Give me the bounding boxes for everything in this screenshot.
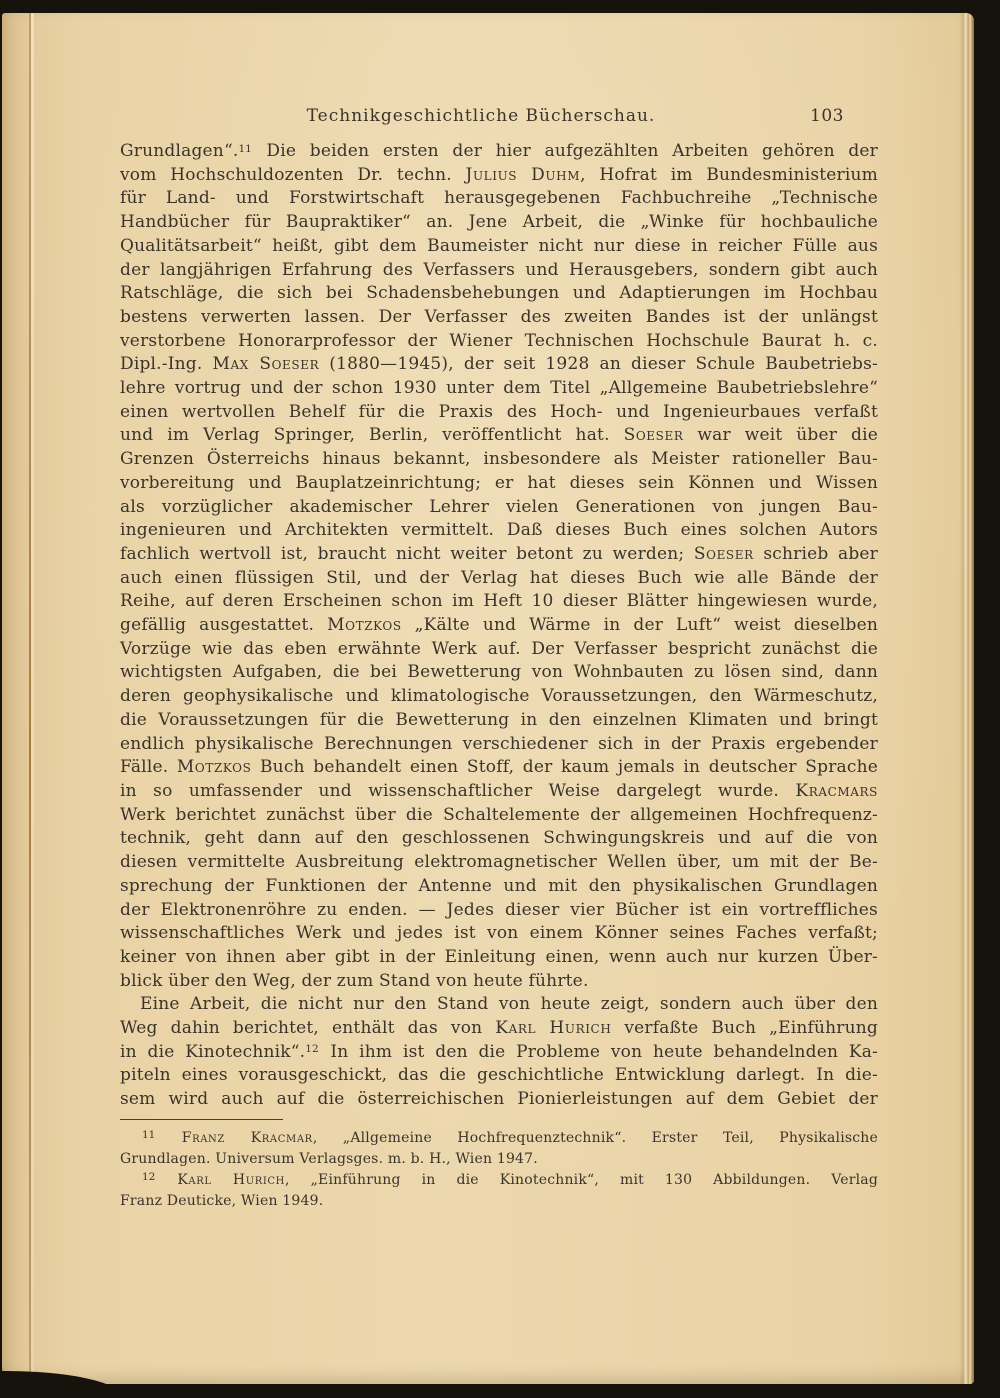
text-line: der langjährigen Erfahrung des Verfassers und Herausgebers, sondern gibt auch xyxy=(120,259,878,280)
page-curl-shadow xyxy=(0,1369,124,1398)
footnote-line: $^{11}$ Franz Kracmar, „Allgemeine Hochfrequenztechnik“. Erster Teil, Physikalische xyxy=(142,1128,879,1147)
text-line: vom Hochschuldozenten Dr. techn. Julius Duhm, Hofrat im Bundesministerium xyxy=(120,164,878,185)
text-line: vorbereitung und Bauplatzeinrichtung; er hat dieses sein Können und Wissen xyxy=(120,472,878,493)
text-line: diesen vermittelte Ausbreitung elektromagnetischer Wellen über, um mit der Be- xyxy=(120,852,878,873)
text-line: Ratschläge, die sich bei Schadensbehebungen und Adaptierungen im Hochbau xyxy=(120,283,878,304)
text-line: wichtigsten Aufgaben, die bei Bewetterung von Wohnbauten zu lösen sind, dann xyxy=(120,662,878,683)
running-header xyxy=(120,103,878,129)
text-line: Handbücher für Baupraktiker“ an. Jene Arbeit, die „Winke für hochbauliche xyxy=(120,212,878,233)
text-line: Qualitätsarbeit“ heißt, gibt dem Baumeister nicht nur diese in reicher Fülle aus xyxy=(120,235,878,256)
text-line: und im Verlag Springer, Berlin, veröffentlicht hat. Soeser war weit über die xyxy=(120,425,878,446)
text-line: lehre vortrug und der schon 1930 unter dem Titel „Allgemeine Baubetriebslehre“ xyxy=(120,378,878,399)
text-line: fachlich wertvoll ist, braucht nicht weiter betont zu werden; Soeser schrieb aber xyxy=(120,543,879,564)
text-line: in so umfassender und wissenschaftlicher Weise dargelegt wurde. Kracmars xyxy=(120,780,878,801)
text-line: in die Kinotechnik“.$^{12}$ In ihm ist den die Probleme von heute behandelnden Ka- xyxy=(120,1041,878,1062)
footnote-line: Grundlagen. Universum Verlagsges. m. b. H., Wien 1947. xyxy=(120,1151,538,1168)
book-page xyxy=(2,13,974,1384)
text-line: technik, geht dann auf den geschlossenen Schwingungskreis und auf die von xyxy=(120,828,878,849)
text-line: piteln eines vorausgeschickt, das die geschichtliche Entwicklung darlegt. In die- xyxy=(120,1065,878,1086)
text-line: sem wird auch auf die österreichischen Pionierleistungen auf dem Gebiet der xyxy=(120,1089,878,1110)
text-line: Weg dahin berichtet, enthält das von Karl Hurich verfaßte Buch „Einführung xyxy=(120,1018,878,1039)
text-line: als vorzüglicher akademischer Lehrer vielen Generationen von jungen Bau- xyxy=(120,496,878,517)
page-number: 103 xyxy=(810,106,844,126)
text-line: Reihe, auf deren Erscheinen schon im Heft 10 dieser Blätter hingewiesen wurde, xyxy=(120,591,878,612)
text-line: bestens verwerten lassen. Der Verfasser des zweiten Bandes ist der unlängst xyxy=(120,306,878,327)
text-line: die Voraussetzungen für die Bewetterung in den einzelnen Klimaten und bringt xyxy=(120,709,878,730)
body-text xyxy=(120,140,878,1112)
footnote-rule xyxy=(120,1119,283,1121)
footnotes xyxy=(120,1128,878,1212)
text-line: endlich physikalische Berechnungen verschiedener sich in der Praxis ergebender xyxy=(120,733,878,754)
running-header-title: Technikgeschichtliche Bücherschau. xyxy=(306,106,656,126)
text-line: Grundlagen“.$^{11}$ Die beiden ersten der hier aufgezählten Arbeiten gehören der xyxy=(120,141,878,161)
text-line: Fälle. Motzkos Buch behandelt einen Stoff, der kaum jemals in deutscher Sprache xyxy=(120,757,878,778)
text-line: ingenieuren und Architekten vermittelt. Daß dieses Buch eines solchen Autors xyxy=(120,520,878,541)
footnote-line: $^{12}$ Karl Hurich, „Einführung in die Kinotechnik“, mit 130 Abbildungen. Verlag xyxy=(142,1170,879,1189)
footnote-line: Franz Deuticke, Wien 1949. xyxy=(120,1193,324,1210)
binding-crease-highlight xyxy=(31,13,34,1384)
text-line: verstorbene Honorarprofessor der Wiener Technischen Hochschule Baurat h. c. xyxy=(120,330,878,351)
text-line: Werk berichtet zunächst über die Schaltelemente der allgemeinen Hochfrequenz- xyxy=(120,804,878,825)
text-line: für Land- und Forstwirtschaft herausgegebenen Fachbuchreihe „Technische xyxy=(120,188,878,209)
text-line: keiner von ihnen aber gibt in der Einleitung einen, wenn auch nur kurzen Über- xyxy=(120,946,878,967)
text-line: deren geophysikalische und klimatologische Voraussetzungen, den Wärmeschutz, xyxy=(120,686,878,707)
text-line: der Elektronenröhre zu enden. — Jedes dieser vier Bücher ist ein vortreffliches xyxy=(120,899,878,920)
text-line: Vorzüge wie das eben erwähnte Werk auf. Der Verfasser bespricht zunächst die xyxy=(120,638,878,659)
text-line: blick über den Weg, der zum Stand von heute führte. xyxy=(120,970,589,991)
text-line: gefällig ausgestattet. Motzkos „Kälte und Wärme in der Luft“ weist dieselben xyxy=(120,615,878,636)
text-line: Eine Arbeit, die nicht nur den Stand von heute zeigt, sondern auch über den xyxy=(140,994,878,1015)
text-line: einen wertvollen Behelf für die Praxis des Hoch- und Ingenieurbaues verfaßt xyxy=(120,401,878,422)
stacked-page-edges xyxy=(959,13,974,1384)
text-line: Grenzen Österreichs hinaus bekannt, insbesondere als Meister rationeller Bau- xyxy=(120,449,878,470)
text-line: sprechung der Funktionen der Antenne und mit den physikalischen Grundlagen xyxy=(120,875,878,896)
text-line: Dipl.-Ing. Max Soeser (1880—1945), der seit 1928 an dieser Schule Baubetriebs- xyxy=(120,354,879,375)
text-line: auch einen flüssigen Stil, und der Verlag hat dieses Buch wie alle Bände der xyxy=(120,567,878,588)
text-line: wissenschaftliches Werk und jedes ist von einem Könner seines Faches verfaßt; xyxy=(120,923,878,944)
text-column xyxy=(120,140,878,1212)
